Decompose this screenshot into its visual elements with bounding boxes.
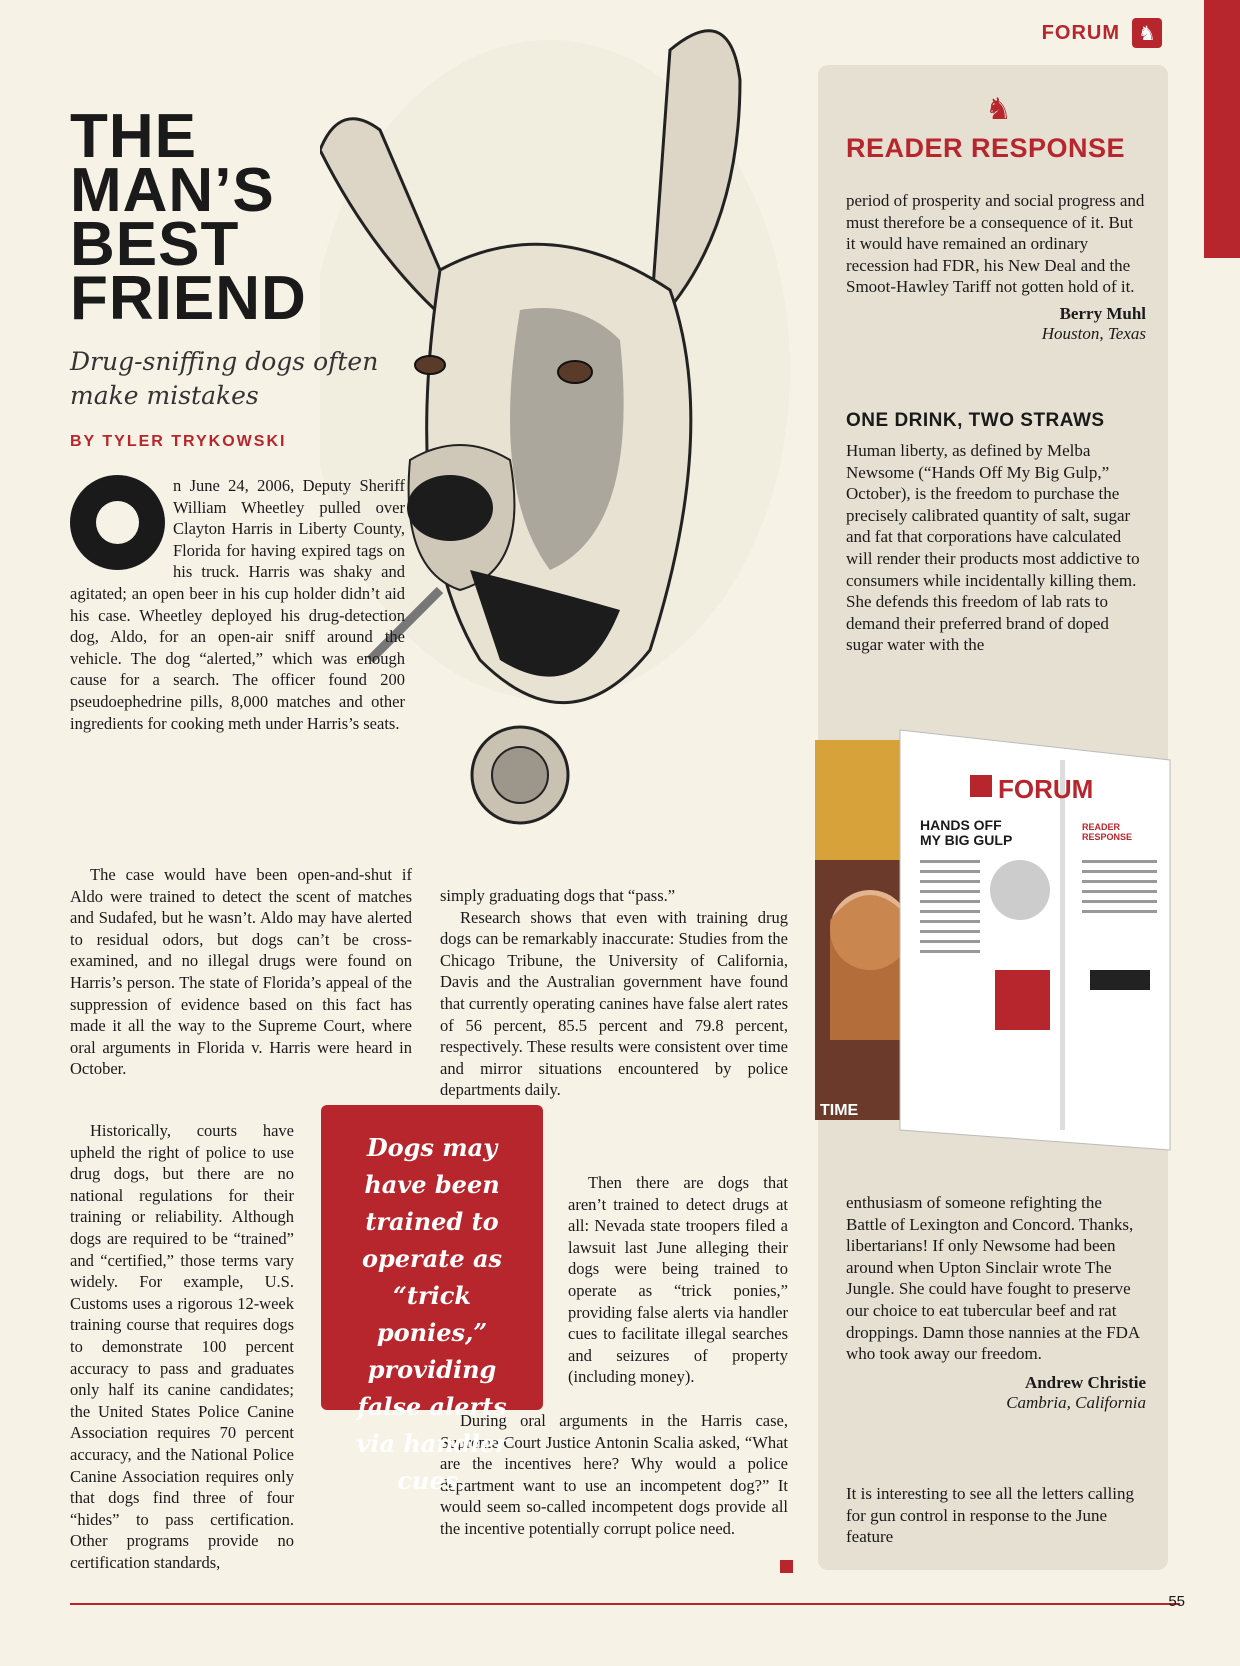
article-column-2 <box>440 885 788 1101</box>
headline: THE MAN’S BEST FRIEND <box>70 102 307 333</box>
magazine-spread-image <box>810 720 1180 1160</box>
paragraph: During oral arguments in the Harris case, Supreme Court Justice Antonin Scalia asked, “What are the incentives here? Why would a police department want to use an incompetent dog?” It would seem so-called incompetent dogs provide all the incentive potentially corrupt police need. <box>440 1411 788 1538</box>
sidebar-title: READER RESPONSE <box>846 133 1126 163</box>
edge-color-tab <box>1204 0 1240 258</box>
section-label: FORUM <box>1041 22 1120 44</box>
letter-3 <box>846 1483 1146 1548</box>
article-column-1b <box>70 864 412 1080</box>
pull-quote: Dogs may have been trained to operate as “trick ponies,” providing false alerts via handler cues. <box>321 1105 543 1410</box>
article-column-1c <box>70 1120 294 1573</box>
letter-1 <box>846 190 1146 344</box>
letter-location: Cambria, California <box>1006 1392 1146 1412</box>
magazine-headline: HANDS OFF <box>920 817 1002 833</box>
footer-rule <box>70 1603 1180 1605</box>
page-number: 55 <box>1168 1593 1185 1610</box>
bunny-icon: ♞ <box>985 92 1012 127</box>
paragraph: Historically, courts have upheld the right of police to use drug dogs, but there are no national regulations for their training or reliability. Although dogs are required to be “trained” and “certified,” those terms vary widely. For example, U.S. Customs uses a rigorous 12-week training course that requires dogs to demonstrate 100 percent accuracy to pass and graduates only half its canine candidates; the United States Police Canine Association requires 70 percent accuracy, and the National Police Canine Association requires only that dogs find three of four “hides” to pass certification. Other programs provide no certification standards, <box>70 1121 294 1572</box>
paragraph: Research shows that even with training drug dogs can be remarkably inaccurate: Studies from the Chicago Tribune, the University of California, Davis and the Australian government have found that currently operating canines have false alert rates of 56 percent, 85.5 percent and 79.8 percent, respectively. These results were consistent over time and mirror situations encountered by police departments daily. <box>440 907 788 1100</box>
paragraph: simply graduating dogs that “pass.” <box>440 886 676 905</box>
article-column-2b <box>568 1172 788 1388</box>
magazine-section: FORUM <box>998 774 1094 804</box>
article-column-1 <box>70 475 405 734</box>
paragraph: n June 24, 2006, Deputy Sheriff William Wheetley pulled over Clayton Harris in Liberty County, Florida for having expired tags on his truck. Harris was shaky and agitated; an open beer in his cup holder didn’t aid his case. Wheetley deployed his drug-detection dog, Aldo, for an open-air sniff around the vehicle. The dog “alerted,” which was enough cause for a search. The officer found 200 pseudoephedrine pills, 8,000 matches and other ingredients for cooking meth under Harris’s seats. <box>70 476 405 733</box>
cover-text: TIME <box>820 1102 859 1119</box>
dog-illustration <box>320 10 810 880</box>
paragraph: Then there are dogs that aren’t trained to detect drugs at all: Nevada state troopers filed a lawsuit last June alleging their dogs were being trained to operate as “trick ponies,” providing false alerts via handler cues to facilitate illegal searches and seizures of property (including money). <box>568 1173 788 1387</box>
letter-text: Human liberty, as defined by Melba Newsome (“Hands Off My Big Gulp,” October), is the freedom to purchase the precisely calibrated quantity of salt, sugar and fat that corporations have calculated will render their products most addictive to consumers while incidentally killing them. She defends this freedom of lab rats to demand their preferred brand of doped sugar water with the <box>846 441 1140 655</box>
drop-cap-space <box>70 475 173 578</box>
letter-author: Andrew Christie <box>1024 1372 1146 1392</box>
bunny-logo-icon: ♞ <box>1132 18 1162 48</box>
byline: BY TYLER TRYKOWSKI <box>70 433 287 450</box>
letter-location: Houston, Texas <box>1041 323 1146 343</box>
letter-heading: ONE DRINK, TWO STRAWS <box>846 410 1105 431</box>
letter-author: Berry Muhl <box>1059 303 1146 323</box>
magazine-reader: RESPONSE <box>1082 832 1133 842</box>
letter-text: It is interesting to see all the letters calling for gun control in response to the June feature <box>846 1484 1134 1547</box>
letter-text: enthusiasm of someone refighting the Battle of Lexington and Concord. Thanks, libertarians! If only Newsome had been around when Upton Sinclair wrote The Jungle. She could have fought to preserve our choice to eat tubercular beef and rat droppings. Damn those nannies at the FDA who took away our freedom. <box>846 1193 1140 1364</box>
dek: Drug-sniffing dogs often make mistakes <box>70 347 379 410</box>
magazine-headline: MY BIG GULP <box>920 832 1013 848</box>
letter-2a <box>846 440 1146 656</box>
paragraph: The case would have been open-and-shut if Aldo were trained to detect the scent of matches and Sudafed, but he wasn’t. Aldo may have alerted to residual odors, but dogs can’t be cross-examined, and no illegal drugs were found on Harris’s person. The state of Florida’s appeal of the suppression of evidence based on this fact has made it all the way to the Supreme Court, where oral arguments in Florida v. Harris were heard in October. <box>70 865 412 1079</box>
magazine-reader: READER <box>1082 822 1121 832</box>
letter-text: period of prosperity and social progress and must therefore be a consequence of it. But it would have remained an ordinary recession had FDR, his New Deal and the Smoot-Hawley Tariff not gotten hold of it. <box>846 191 1145 297</box>
end-mark <box>780 1560 793 1573</box>
letter-2b <box>846 1192 1146 1413</box>
